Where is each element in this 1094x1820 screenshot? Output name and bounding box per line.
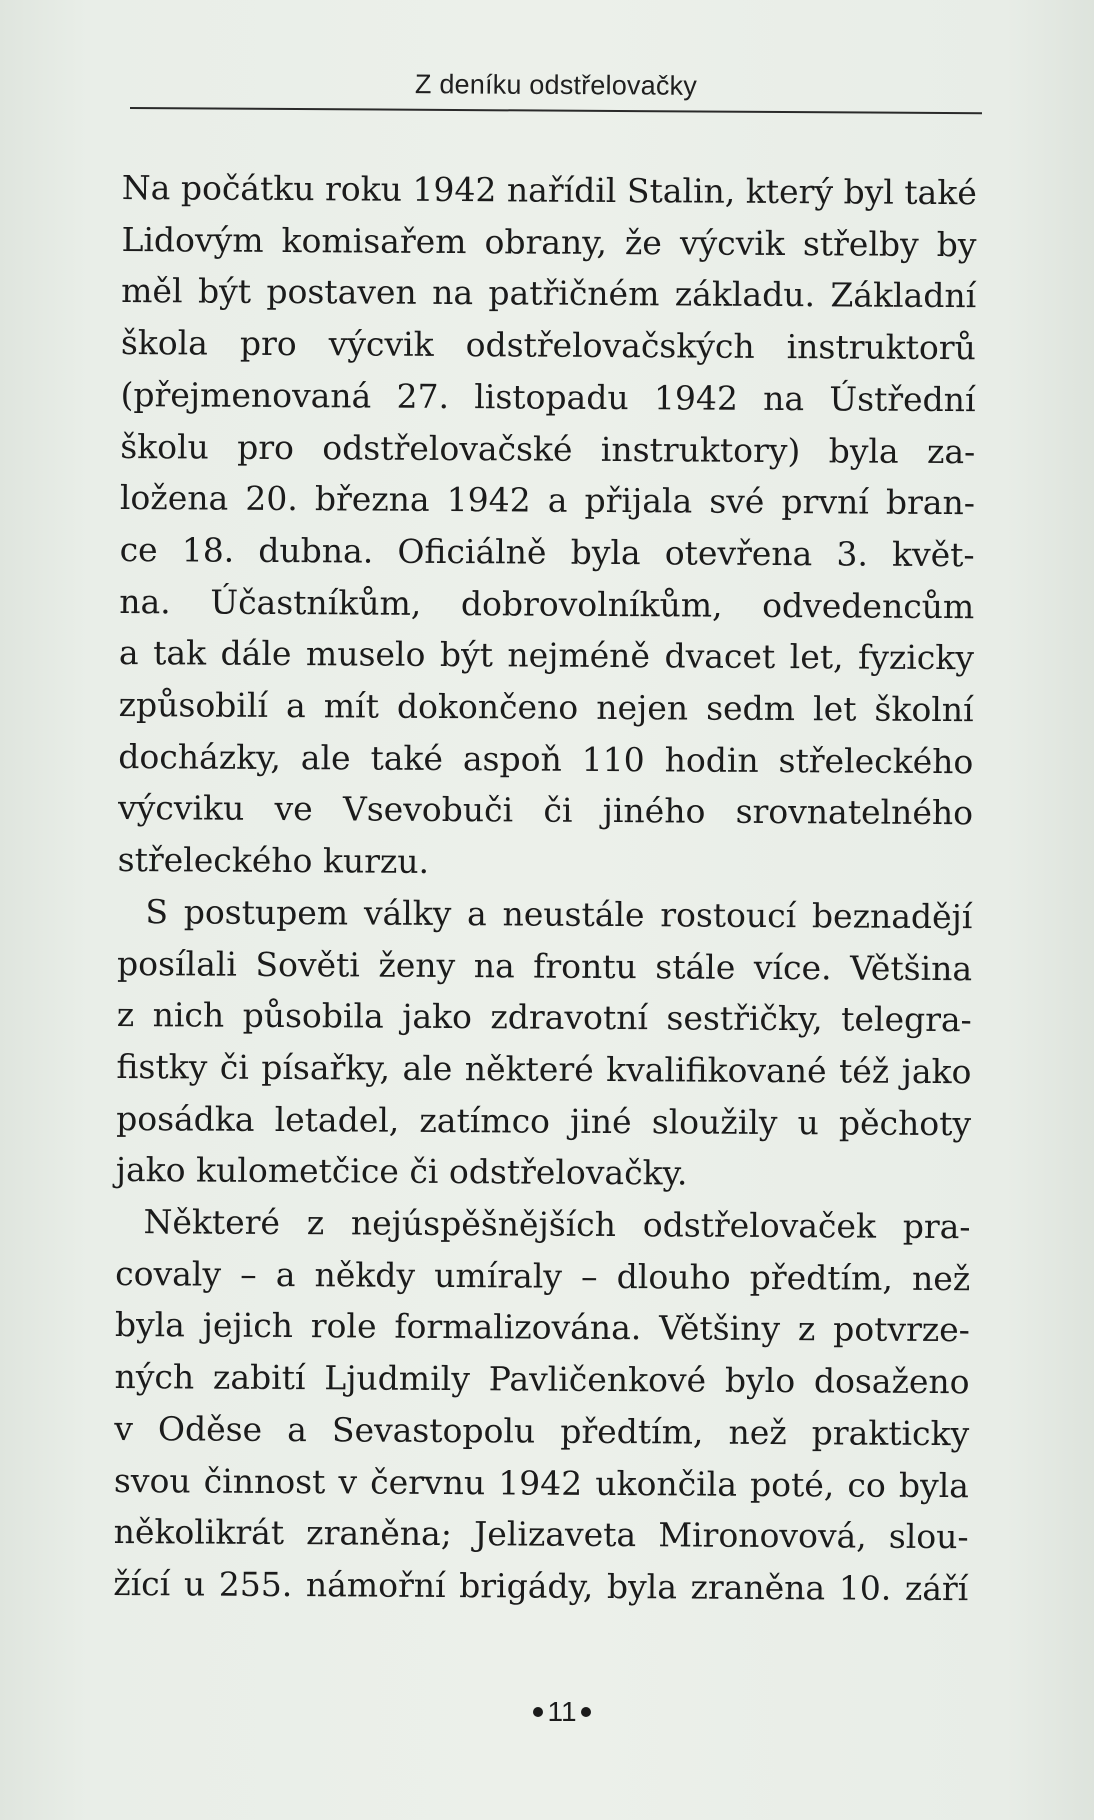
bullet-left-icon (533, 1707, 543, 1717)
text-line: posílali Sověti ženy na frontu stále více. Většina (116, 943, 973, 988)
paragraph-2 (116, 886, 973, 1201)
body-text (113, 162, 977, 1615)
text-line: posádka letadel, zatímco jiné sloužily u pěchoty (116, 1098, 972, 1143)
page-number-text: 11 (547, 1696, 577, 1727)
text-line: jako kulometčice či odstřelovačky. (115, 1150, 688, 1193)
text-line: ných zabití Ljudmily Pavličenkové bylo dosaženo (114, 1357, 970, 1402)
text-line: fistky či písařky, ale některé kvalifikované též jako (116, 1046, 972, 1092)
text-line: docházky, ale také aspoň 110 hodin střeleckého (118, 736, 974, 781)
text-line: covaly – a někdy umíraly – dlouho předtím, než (115, 1253, 971, 1298)
text-line: způsobilí a mít dokončeno nejen sedm let školní (118, 685, 974, 730)
text-line: a tak dále muselo být nejméně dvacet let, fyzicky (118, 633, 975, 678)
page-number (0, 1696, 1094, 1728)
text-line: na. Účastníkům, dobrovolníkům, odvedencům (119, 581, 975, 626)
bullet-right-icon (581, 1707, 591, 1717)
text-line: výcviku ve Vsevobuči či jiného srovnatelného (117, 788, 974, 833)
paragraph-1 (118, 162, 977, 891)
text-line: školu pro odstřelovačské instruktory) byla za- (120, 426, 976, 471)
text-line: v Oděse a Sevastopolu předtím, než prakticky (114, 1408, 970, 1454)
text-line: střeleckého kurzu. (117, 840, 430, 882)
text-line: několikrát zraněna; Jelizaveta Mironovová, slou- (113, 1512, 969, 1557)
header-rule (130, 107, 982, 114)
paragraph-3 (113, 1196, 971, 1615)
text-line: z nich působila jako zdravotní sestřičky, telegra- (116, 995, 972, 1040)
text-line: S postupem války a neustále rostoucí beznadějí (145, 892, 973, 937)
text-line: (přejmenovaná 27. listopadu 1942 na Ústřední (120, 374, 976, 420)
text-line: Na počátku roku 1942 nařídil Stalin, který byl také (121, 167, 977, 213)
text-line: Některé z nejúspěšnějších odstřelovaček pra- (143, 1202, 971, 1247)
text-line: ce 18. dubna. Oficiálně byla otevřena 3. květ- (119, 529, 975, 575)
text-line: škola pro výcvik odstřelovačských instruktorů (120, 323, 976, 368)
text-line: měl být postaven na patřičném základu. Základní (121, 271, 977, 316)
text-line: ložena 20. března 1942 a přijala své první bran- (119, 478, 976, 523)
text-line: žící u 255. námořní brigády, byla zraněna 10. září (113, 1563, 969, 1609)
text-line: Lidovým komisařem obrany, že výcvik střelby by (121, 219, 977, 264)
text-line: svou činnost v červnu 1942 ukončila poté, co byla (113, 1460, 970, 1505)
text-line: byla jejich role formalizována. Většiny z potvrze- (114, 1305, 970, 1350)
running-head: Z deníku odstřelovačky (414, 69, 698, 101)
